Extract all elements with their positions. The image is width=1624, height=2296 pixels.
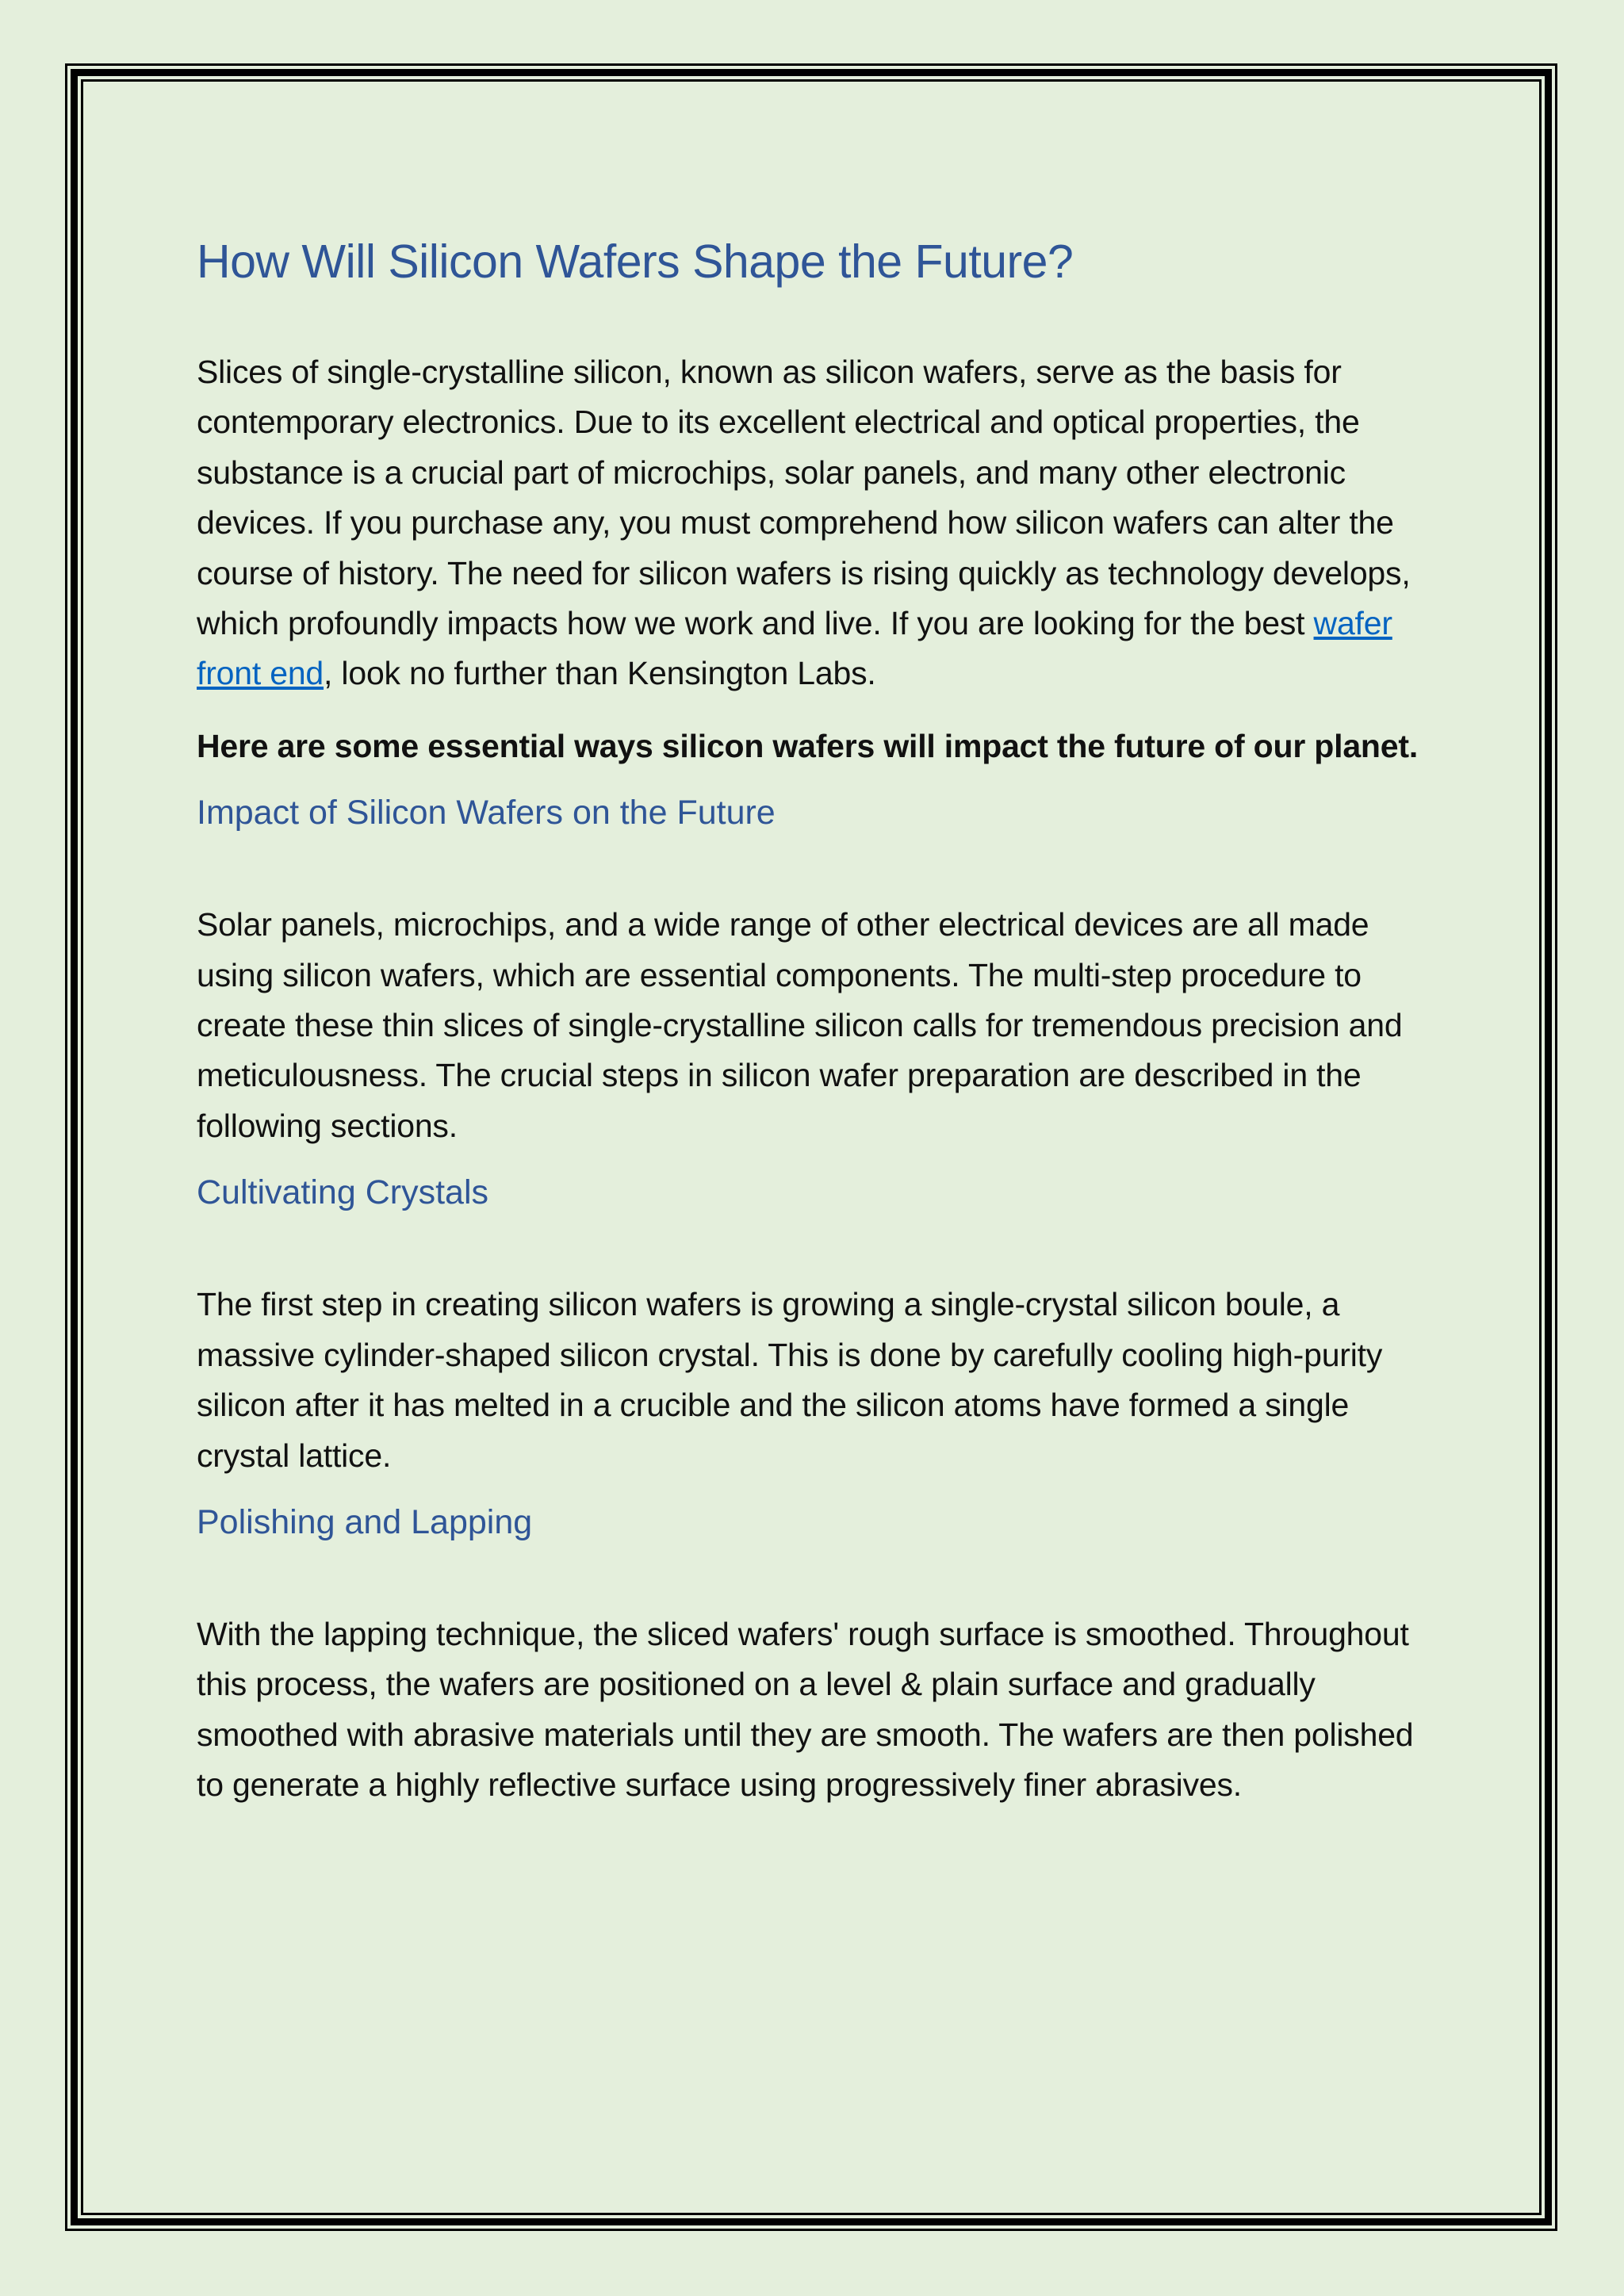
intro-paragraph <box>197 347 1434 699</box>
lead-statement: Here are some essential ways silicon wafers will impact the future of our planet. <box>197 727 1419 764</box>
section-heading-cultivating-crystals: Cultivating Crystals <box>197 1173 488 1212</box>
intro-text-before-link: Slices of single-crystalline silicon, known as silicon wafers, serve as the basis for contemporary electronics. Due to its excellent electrical and optical properties, the substance is a crucial part of microchips, solar panels, and many other electronic devices. If you purchase any, you must comprehend how silicon wafers can alter the course of history. The need for silicon wafers is rising quickly as technology develops, which profoundly impacts how we work and live. If you are looking for the best <box>197 354 1411 642</box>
section-body-polishing-lapping: With the lapping technique, the sliced wafers' rough surface is smoothed. Throughout this process, the wafers are positioned on a level & plain surface and gradually smoothed with abrasive materials until they are smooth. The wafers are then polished to generate a highly reflective surface using progressively finer abrasives. <box>197 1615 1414 1804</box>
section-heading-impact: Impact of Silicon Wafers on the Future <box>197 794 776 832</box>
section-body-cultivating-crystals: The first step in creating silicon wafers is growing a single-crystal silicon boule, a massive cylinder-shaped silicon crystal. This is done by carefully cooling high-purity silicon after it has melted in a crucible and the silicon atoms have formed a single crystal lattice. <box>197 1286 1383 1474</box>
section-body-impact: Solar panels, microchips, and a wide range of other electrical devices are all made using silicon wafers, which are essential components. The multi-step procedure to create these thin slices of single-crystalline silicon calls for tremendous precision and meticulousness. The crucial steps in silicon wafer preparation are described in the following sections. <box>197 906 1403 1144</box>
intro-text-after-link: , look no further than Kensington Labs. <box>324 655 876 692</box>
wafer-front-end-link[interactable]: wafer front end <box>197 605 1392 692</box>
page-title: How Will Silicon Wafers Shape the Future? <box>197 235 1074 288</box>
section-heading-polishing-lapping: Polishing and Lapping <box>197 1502 533 1541</box>
document-body <box>197 230 1434 1828</box>
